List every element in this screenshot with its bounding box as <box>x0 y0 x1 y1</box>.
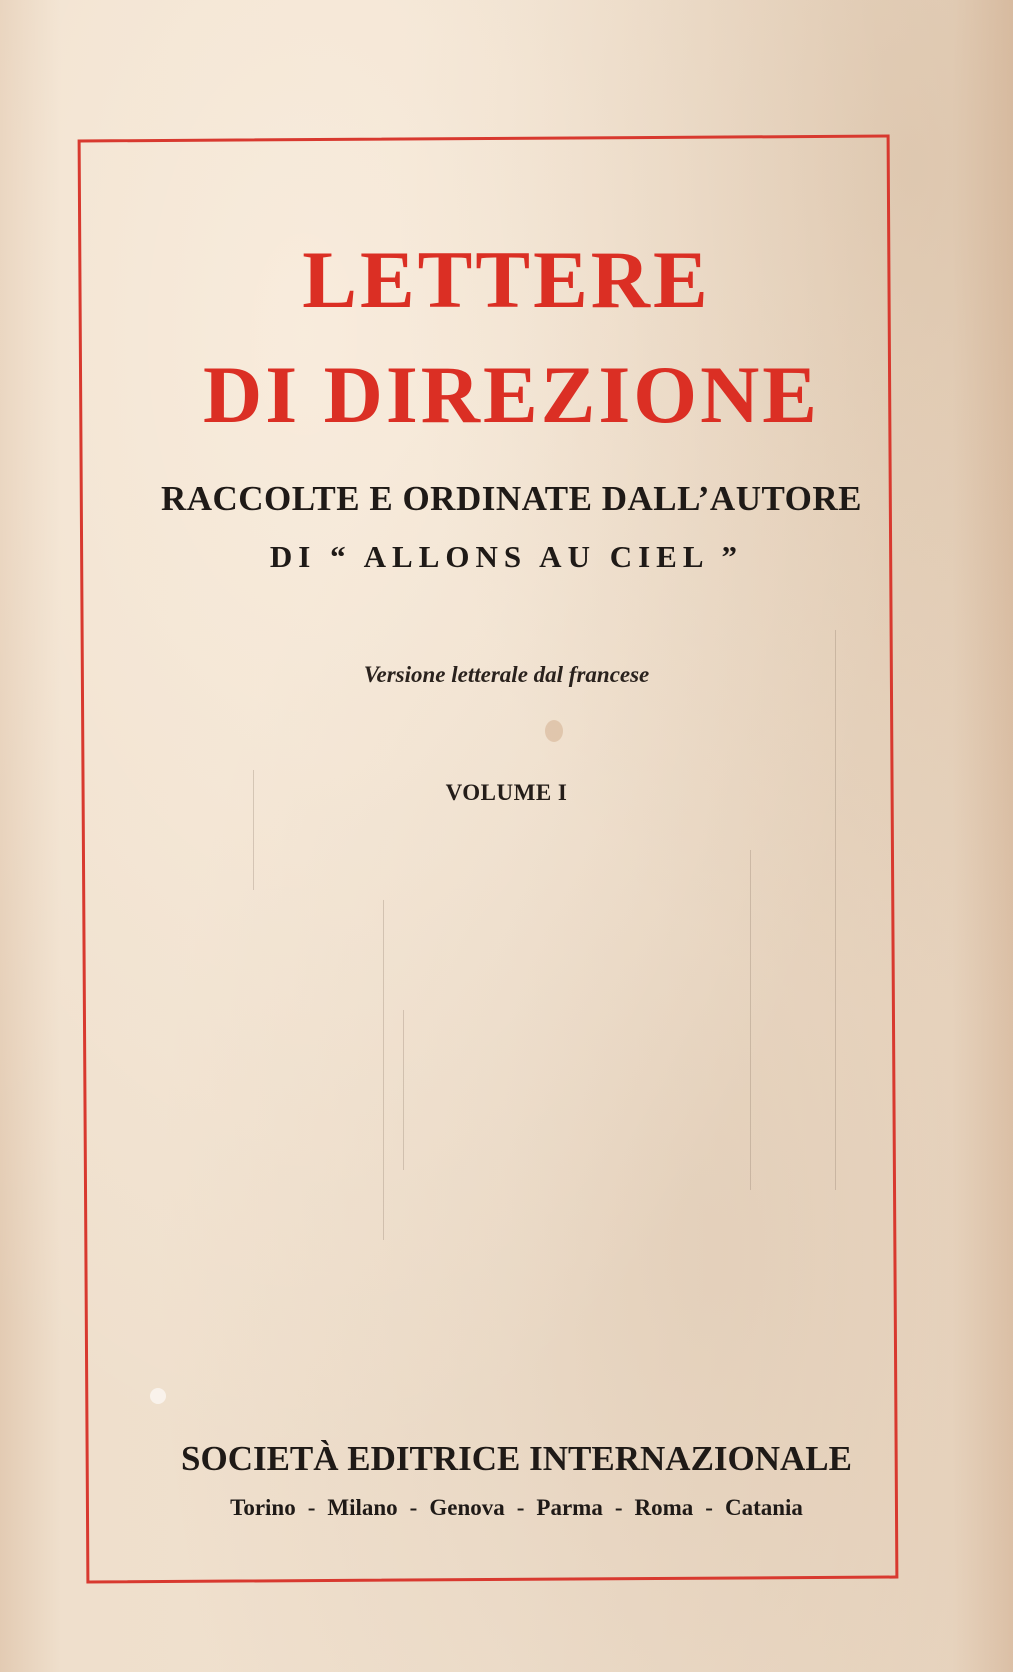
city-separator: - <box>705 1495 713 1520</box>
title-line-1: LETTERE <box>302 234 711 325</box>
city-separator: - <box>614 1495 623 1520</box>
volume-label: VOLUME I <box>445 780 568 805</box>
publisher-cities <box>0 1494 1013 1522</box>
city-name: Milano <box>327 1495 398 1520</box>
city-name: Genova <box>429 1495 505 1520</box>
translation-note: Versione letterale dal francese <box>363 662 650 687</box>
city-name: Catania <box>724 1495 803 1520</box>
city-name: Roma <box>634 1495 694 1520</box>
city-name: Torino <box>230 1495 296 1520</box>
city-separator: - <box>307 1495 316 1520</box>
subtitle-line-1: RACCOLTE E ORDINATE DALL’AUTORE <box>160 479 863 518</box>
city-name: Parma <box>536 1495 603 1520</box>
city-separator: - <box>516 1495 525 1520</box>
city-separator: - <box>409 1495 418 1520</box>
publisher-name: SOCIETÀ EDITRICE INTERNAZIONALE <box>181 1439 852 1478</box>
subtitle-line-2: DI “ ALLONS AU CIEL ” <box>269 539 744 574</box>
title-line-2: DI DIREZIONE <box>203 349 820 440</box>
